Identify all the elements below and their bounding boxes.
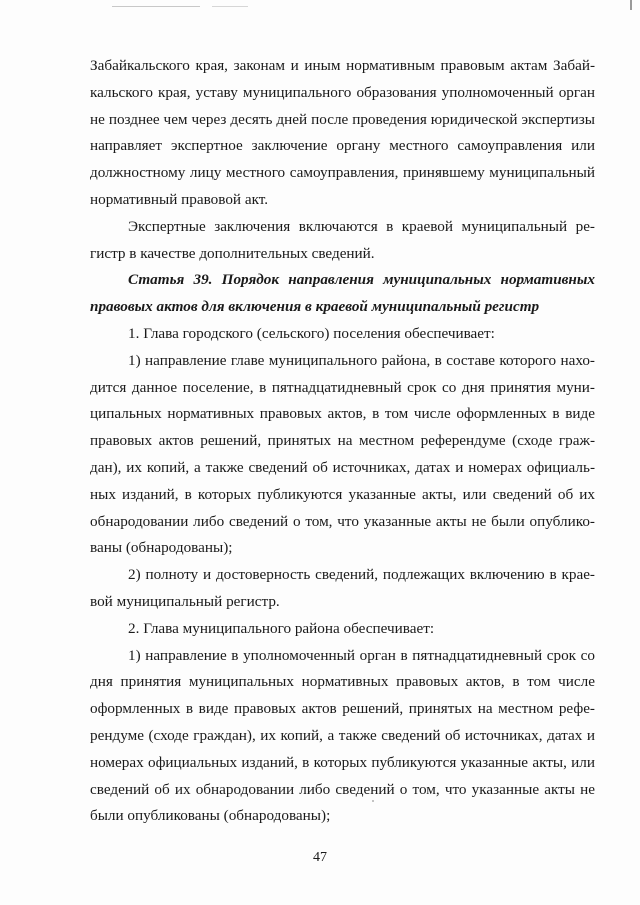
text-line: должностному лицу местного самоуправления, принявшему муниципальный (90, 164, 595, 182)
scan-artifact-line (212, 6, 248, 7)
document-text (90, 53, 595, 830)
text-line: 2. Глава муниципального района обеспечивает: (128, 619, 435, 637)
text-line: дня принятия муниципальных нормативных правовых актов, в том числе (90, 673, 595, 691)
text-line: гистр в качестве дополнительных сведений. (90, 244, 375, 262)
text-line: не позднее чем через десять дней после проведения юридической экспертизы (90, 110, 595, 128)
text-line: сведений об их обнародовании либо сведений о том, что указанные акты не (90, 780, 595, 798)
text-line: были опубликованы (обнародованы); (90, 807, 331, 825)
text-line: ваны (обнародованы); (90, 539, 233, 557)
text-line: правовых актов решений, принятых на местном референдуме (сходе граж- (90, 432, 595, 450)
text-line: Забайкальского края, законам и иным нормативным правовым актам Забай- (90, 57, 595, 74)
text-line: 2) полноту и достоверность сведений, подлежащих включению в крае- (128, 566, 595, 584)
article-heading-line: Статья 39. Порядок направления муниципальных нормативных (128, 271, 595, 289)
scan-artifact-mark (630, 0, 632, 10)
text-line: дан), их копий, а также сведений об источниках, датах и номерах официаль- (90, 458, 595, 476)
article-heading-line: правовых актов для включения в краевой муниципальный регистр (90, 298, 540, 316)
scan-artifact-speck (372, 800, 374, 802)
text-line: дится данное поселение, в пятнадцатидневный срок со дня принятия муни- (90, 378, 595, 396)
text-line: обнародовании либо сведений о том, что указанные акты не были опублико- (90, 512, 595, 530)
text-line: ципальных нормативных правовых актов, в том числе оформленных в виде (90, 405, 595, 423)
text-line: нормативный правовой акт. (90, 190, 269, 208)
text-line: ных изданий, в которых публикуются указанные акты, или сведений об их (90, 485, 595, 503)
text-line: номерах официальных изданий, в которых публикуются указанные акты, или (90, 753, 595, 771)
text-line: направляет экспертное заключение органу местного самоуправления или (90, 137, 595, 155)
text-line: оформленных в виде правовых актов решений, принятых на местном рефе- (90, 700, 595, 718)
text-line: 1. Глава городского (сельского) поселения обеспечивает: (128, 324, 495, 342)
text-line: Экспертные заключения включаются в краевой муниципальный ре- (128, 217, 595, 235)
text-line: вой муниципальный регистр. (90, 592, 280, 610)
scan-artifact-line (112, 6, 200, 7)
page-number: 47 (313, 850, 327, 865)
text-line: кальского края, уставу муниципального образования уполномоченный орган (90, 83, 595, 101)
text-line: рендуме (сходе граждан), их копий, а также сведений об источниках, датах и (90, 726, 595, 744)
text-line: 1) направление главе муниципального района, в составе которого нахо- (128, 351, 595, 369)
text-line: 1) направление в уполномоченный орган в пятнадцатидневный срок со (128, 646, 595, 664)
